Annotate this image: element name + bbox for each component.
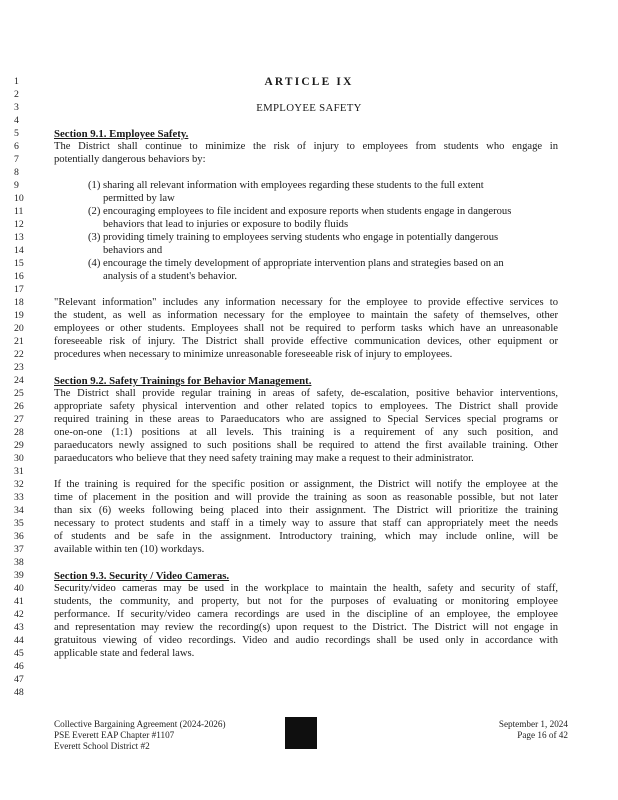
line-number: 26 <box>14 401 24 412</box>
line-number: 46 <box>14 661 24 672</box>
black-stamp-image <box>285 717 317 749</box>
body-text: The District shall continue to minimize the risk of injury to employees from students who engage in <box>54 141 558 152</box>
list-item-continuation: permitted by law <box>103 193 175 204</box>
list-item: (1) sharing all relevant information with employees regarding these students to the full extent <box>88 180 484 191</box>
line-number: 3 <box>14 102 19 113</box>
body-text: procedures when necessary to minimize unreasonable foreseeable risk of injury to employees. <box>54 349 453 360</box>
body-text: employees or other students. Employees shall not be required to perform tasks which have an unreasonable <box>54 323 558 334</box>
line-number: 7 <box>14 154 19 165</box>
article-subtitle: EMPLOYEE SAFETY <box>256 102 362 114</box>
line-number: 45 <box>14 648 24 659</box>
line-number: 10 <box>14 193 24 204</box>
line-number: 19 <box>14 310 24 321</box>
line-number: 31 <box>14 466 24 477</box>
line-number: 16 <box>14 271 24 282</box>
line-number: 43 <box>14 622 24 633</box>
line-number: 38 <box>14 557 24 568</box>
line-number: 15 <box>14 258 24 269</box>
body-text: time of placement in the position and will provide the training as soon as reasonable possible, but not later <box>54 492 558 503</box>
line-number: 47 <box>14 674 24 685</box>
body-text: paraeducators newly assigned to such positions shall be required to attend the first available training. Other <box>54 440 558 451</box>
list-item-continuation: behaviors and <box>103 245 163 256</box>
section-heading: Section 9.3. Security / Video Cameras. <box>54 570 230 582</box>
line-number: 8 <box>14 167 19 178</box>
body-text: available within ten (10) workdays. <box>54 544 205 555</box>
section-heading: Section 9.1. Employee Safety. <box>54 128 189 140</box>
body-text: paraeducators who believe that they need safety training may make a request to their administrator. <box>54 453 474 464</box>
list-item-continuation: analysis of a student's behavior. <box>103 271 238 282</box>
line-number: 12 <box>14 219 24 230</box>
line-number: 42 <box>14 609 24 620</box>
body-text: performance. If security/video camera recordings are used in the discipline of an employee, the employee <box>54 609 558 620</box>
line-number: 36 <box>14 531 24 542</box>
line-number: 23 <box>14 362 24 373</box>
body-text: applicable state and federal laws. <box>54 648 195 659</box>
footer-page-number: Page 16 of 42 <box>517 730 568 740</box>
list-item: (4) encourage the timely development of appropriate intervention plans and strategies based on an <box>88 258 504 269</box>
body-text: appropriate safety physical intervention and other related topics to employees. The District shall provide <box>54 401 558 412</box>
line-number: 17 <box>14 284 24 295</box>
body-text: of students and be safe in the assignment. Introductory training, which may include online, will be <box>54 531 558 542</box>
line-number: 40 <box>14 583 24 594</box>
line-number: 28 <box>14 427 24 438</box>
line-number: 14 <box>14 245 24 256</box>
body-text: and representation may review the recording(s) upon request to the District. The District will not engage in <box>54 622 558 633</box>
body-text: one-on-one (1:1) positions at all levels. This training is a requirement of any such position, and <box>54 427 558 438</box>
line-number: 30 <box>14 453 24 464</box>
line-number: 6 <box>14 141 19 152</box>
body-text: The District shall provide regular training in areas of safety, de-escalation, positive behavior interventions, <box>54 388 558 399</box>
body-text: foreseeable risk of injury. The District shall provide effective communication devices, other equipment or <box>54 336 558 347</box>
line-number: 21 <box>14 336 24 347</box>
line-number: 20 <box>14 323 24 334</box>
document-line <box>0 685 618 701</box>
line-number: 25 <box>14 388 24 399</box>
line-number: 9 <box>14 180 19 191</box>
line-number: 18 <box>14 297 24 308</box>
body-text: Security/video cameras may be used in the workplace to maintain the health, safety and security of staff, <box>54 583 558 594</box>
list-item: (3) providing timely training to employees serving students who engage in potentially dangerous <box>88 232 499 243</box>
footer-district: Everett School District #2 <box>54 741 150 751</box>
body-text: gratuitous viewing of video recordings. Video and audio recordings shall be used only in accordance with <box>54 635 558 646</box>
article-title: ARTICLE IX <box>264 76 354 88</box>
section-heading: Section 9.2. Safety Trainings for Behavior Management. <box>54 375 312 387</box>
line-number: 29 <box>14 440 24 451</box>
footer-agreement-title: Collective Bargaining Agreement (2024-2026) <box>54 719 226 729</box>
body-text: If the training is required for the specific position or assignment, the District will notify the employee at the <box>54 479 558 490</box>
footer-right <box>499 719 568 741</box>
line-number: 22 <box>14 349 24 360</box>
line-number: 1 <box>14 76 19 87</box>
body-text: required training in these areas to Paraeducators who are assigned to Special Services special programs or <box>54 414 558 425</box>
line-number: 11 <box>14 206 24 217</box>
line-number: 4 <box>14 115 19 126</box>
line-number: 44 <box>14 635 24 646</box>
line-number: 5 <box>14 128 19 139</box>
footer-date: September 1, 2024 <box>498 719 568 729</box>
line-number: 33 <box>14 492 24 503</box>
line-number: 39 <box>14 570 24 581</box>
line-number: 34 <box>14 505 24 516</box>
footer-chapter: PSE Everett EAP Chapter #1107 <box>54 730 175 740</box>
body-text: the student, as well as information necessary for the employee to maintain the safety of themselves, other <box>54 310 558 321</box>
line-number: 48 <box>14 687 24 698</box>
line-number: 35 <box>14 518 24 529</box>
body-text: potentially dangerous behaviors by: <box>54 154 206 165</box>
line-number: 37 <box>14 544 24 555</box>
footer-left <box>54 719 226 752</box>
body-text: "Relevant information" includes any information necessary for the employee to provide effective services to <box>54 297 558 308</box>
line-number: 27 <box>14 414 24 425</box>
line-number: 24 <box>14 375 24 386</box>
list-item: (2) encouraging employees to file incident and exposure reports when students engage in dangerous <box>88 206 512 217</box>
line-number: 2 <box>14 89 19 100</box>
list-item-continuation: behaviors that lead to injuries or exposure to bodily fluids <box>103 219 349 230</box>
line-number: 13 <box>14 232 24 243</box>
body-text: than six (6) weeks following being placed into their assignment. The District will prioritize the training <box>54 505 558 516</box>
body-text: students, the community, and property, but not for the purposes of evaluating or monitoring employee <box>54 596 558 607</box>
line-number: 41 <box>14 596 24 607</box>
body-text: necessary to protect students and staff in a timely way to assure that staff can appropriately meet the needs <box>54 518 558 529</box>
line-number: 32 <box>14 479 24 490</box>
